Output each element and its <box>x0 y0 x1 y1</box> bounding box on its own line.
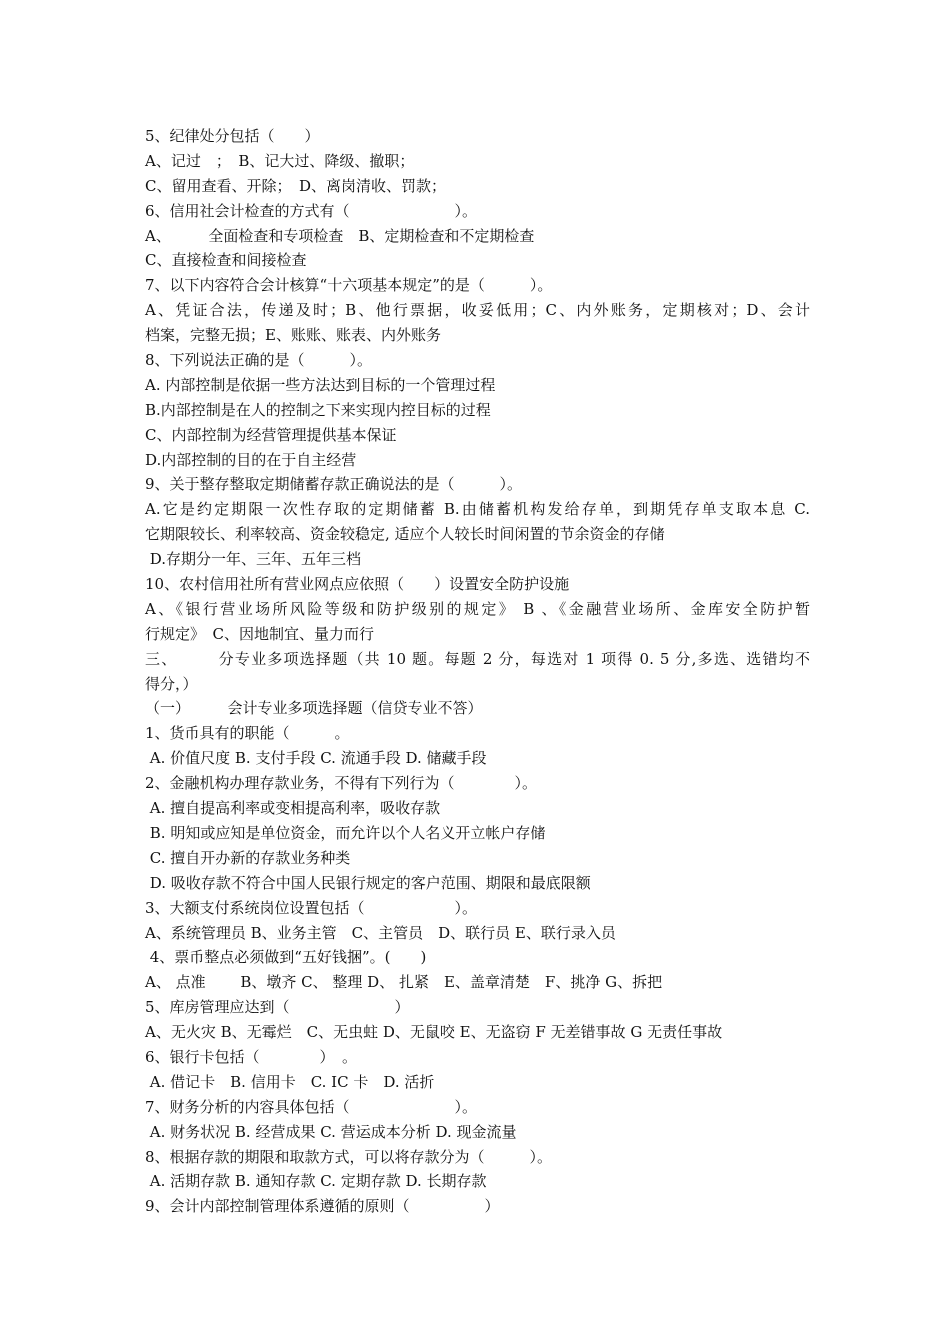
mc-question-2-option-c: C. 擅自开办新的存款业务种类 <box>145 848 351 867</box>
mc-question-5-options: A、无火灾 B、无霉烂 C、无虫蛀 D、无鼠咬 E、无盗窃 F 无差错事故 G 无责任事故 <box>145 1023 723 1042</box>
question-10-stem: 10、农村信用社所有营业网点应依照（ ）设置安全防护设施 <box>145 575 570 594</box>
mc-question-7-stem: 7、财务分析的内容具体包括（ ）。 <box>145 1097 478 1116</box>
question-8-option-b: B.内部控制是在人的控制之下来实现内控目标的过程 <box>145 400 491 419</box>
question-8-option-c: C、内部控制为经营管理提供基本保证 <box>145 425 397 444</box>
mc-question-6-options: A. 借记卡 B. 信用卡 C. IC 卡 D. 活折 <box>145 1072 435 1091</box>
mc-question-5-stem: 5、库房管理应达到（ ） <box>145 998 410 1017</box>
question-6-options-ab: A、 全面检查和专项检查 B、定期检查和不定期检查 <box>145 226 535 245</box>
question-7-options-line-2: 档案，完整无损；E、账账、账表、内外账务 <box>145 326 441 345</box>
mc-question-6-stem: 6、银行卡包括（ ） 。 <box>145 1047 358 1066</box>
mc-question-1-options: A. 价值尺度 B. 支付手段 C. 流通手段 D. 储藏手段 <box>145 749 487 768</box>
question-9-option-d: D.存期分一年、三年、五年三档 <box>145 550 362 569</box>
mc-question-4-options: A、 点准 B、墩齐 C、 整理 D、 扎紧 E、盖章清楚 F、挑净 G、拆把 <box>145 973 663 992</box>
mc-question-2-option-b: B. 明知或应知是单位资金，而允许以个人名义开立帐户存储 <box>145 823 546 842</box>
question-8-stem: 8、下列说法正确的是（ ）。 <box>145 351 373 370</box>
mc-question-2-option-d: D. 吸收存款不符合中国人民银行规定的客户范围、期限和最底限额 <box>145 873 591 892</box>
question-8-option-d: D.内部控制的目的在于自主经营 <box>145 450 357 469</box>
question-9-stem: 9、关于整存整取定期储蓄存款正确说法的是（ ）。 <box>145 475 523 494</box>
mc-question-3-stem: 3、大额支付系统岗位设置包括（ ）。 <box>145 898 478 917</box>
mc-question-4-stem: 4、票币整点必须做到“五好钱捆”。( ) <box>145 948 427 967</box>
mc-question-8-options: A. 活期存款 B. 通知存款 C. 定期存款 D. 长期存款 <box>145 1172 487 1191</box>
question-9-options-line-1: A.它是约定期限一次性存取的定期储蓄 B.由储蓄机构发给存单，到期凭存单支取本息 C. <box>145 500 810 519</box>
mc-question-9-stem: 9、会计内部控制管理体系遵循的原则（ ） <box>145 1197 500 1216</box>
mc-question-3-options: A、系统管理员 B、业务主管 C、主管员 D、联行员 E、联行录入员 <box>145 923 616 942</box>
question-10-options-line-1: A、《银行营业场所风险等级和防护级别的规定》 B 、《金融营业场所、金库安全防护暂 <box>145 599 810 618</box>
subsection-1-heading: （一） 会计专业多项选择题（信贷专业不答） <box>145 699 483 718</box>
section-3-heading-line-1: 三、 分专业多项选择题（共 10 题。每题 2 分，每选对 1 项得 0. 5 分,多选、选错均不 <box>145 649 810 668</box>
mc-question-7-options: A. 财务状况 B. 经营成果 C. 营运成本分析 D. 现金流量 <box>145 1122 517 1141</box>
question-5-stem: 5、纪律处分包括（ ） <box>145 127 320 145</box>
question-7-options-line-1: A、凭证合法，传递及时；B、他行票据，收妥低用；C、内外账务，定期核对；D、会计 <box>145 301 810 320</box>
question-5-options-ab: A、记过 ； B、记大过、降级、撤职； <box>145 151 415 170</box>
mc-question-2-option-a: A. 擅自提高利率或变相提高利率，吸收存款 <box>145 799 441 818</box>
document-body <box>145 124 810 1219</box>
mc-question-8-stem: 8、根据存款的期限和取款方式，可以将存款分为（ ）。 <box>145 1147 553 1166</box>
question-5-options-cd: C、留用查看、开除； D、离岗清收、罚款； <box>145 176 447 195</box>
mc-question-1-stem: 1、货币具有的职能（ 。 <box>145 724 350 743</box>
mc-question-2-stem: 2、金融机构办理存款业务，不得有下列行为（ ）。 <box>145 774 538 793</box>
question-8-option-a: A. 内部控制是依据一些方法达到目标的一个管理过程 <box>145 375 496 394</box>
question-10-options-line-2: 行规定》 C、因地制宜、量力而行 <box>145 624 374 643</box>
question-7-stem: 7、以下内容符合会计核算“十六项基本规定”的是（ ）。 <box>145 276 553 295</box>
question-6-stem: 6、信用社会计检查的方式有（ ）。 <box>145 201 478 220</box>
question-9-options-line-2: 它期限较长、利率较高、资金较稳定, 适应个人较长时间闲置的节余资金的存储 <box>145 525 665 544</box>
section-3-heading-line-2: 得分，） <box>145 674 198 693</box>
question-6-option-c: C、直接检查和间接检查 <box>145 251 307 270</box>
